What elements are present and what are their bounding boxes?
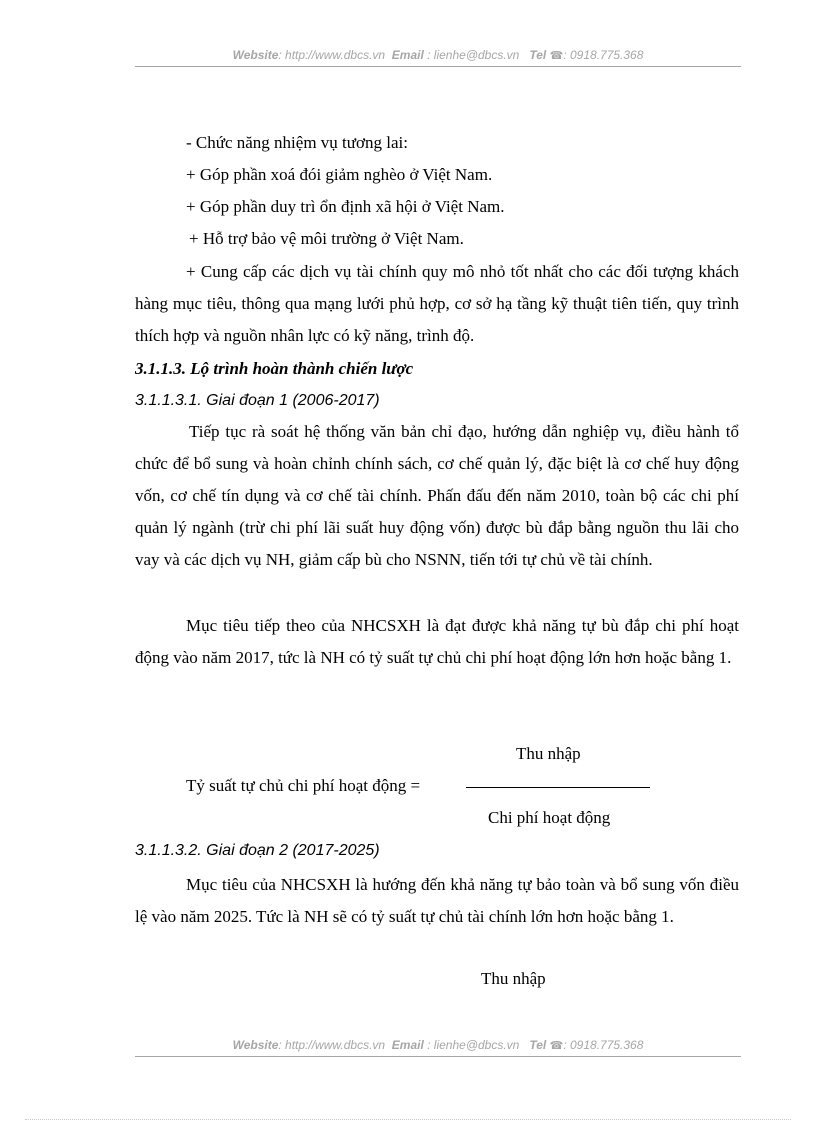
subsection-heading: 3.1.1.3.1. Giai đoạn 1 (2006-2017) bbox=[135, 392, 380, 409]
list-item: + Hỗ trợ bảo vệ môi trường ở Việt Nam. bbox=[189, 229, 464, 248]
website-label: Website bbox=[232, 1038, 279, 1052]
email-value[interactable]: : lienhe@dbcs.vn bbox=[427, 1038, 520, 1052]
website-value[interactable]: : http://www.dbcs.vn bbox=[278, 1038, 386, 1052]
email-value[interactable]: : lienhe@dbcs.vn bbox=[427, 48, 520, 62]
phone-icon: ☎ bbox=[549, 1040, 564, 1052]
email-label: Email bbox=[391, 1038, 424, 1052]
fraction-line bbox=[466, 787, 650, 788]
section-heading: 3.1.1.3. Lộ trình hoàn thành chiến lược bbox=[135, 359, 414, 378]
tel-label: Tel bbox=[529, 48, 547, 62]
subsection-heading: 3.1.1.3.2. Giai đoạn 2 (2017-2025) bbox=[135, 842, 380, 859]
list-item: + Cung cấp các dịch vụ tài chính quy mô nhỏ tốt nhất cho các đối tượng khách hàng mục tiêu, thông qua mạng lưới phủ hợp, cơ sở hạ tầng kỹ thuật tiên tiến, quy trình thích hợp và nguồn nhân lực có kỹ năng, trình độ. bbox=[135, 262, 739, 345]
phone-icon: ☎ bbox=[549, 50, 564, 62]
formula-label: Tỷ suất tự chủ chi phí hoạt động = bbox=[186, 776, 421, 795]
header-rule bbox=[135, 66, 741, 67]
list-item: + Góp phần xoá đói giảm nghèo ở Việt Nam. bbox=[186, 165, 493, 184]
page-header bbox=[135, 48, 741, 62]
formula-denominator: Chi phí hoạt động bbox=[488, 808, 611, 827]
paragraph: Mục tiêu của NHCSXH là hướng đến khả năng tự bảo toàn và bổ sung vốn điều lệ vào năm 2025. Tức là NH sẽ có tỷ suất tự chủ tài chính lớn hơn hoặc bằng 1. bbox=[135, 875, 739, 926]
page-footer bbox=[135, 1038, 741, 1052]
website-label: Website bbox=[232, 48, 279, 62]
tel-label: Tel bbox=[529, 1038, 547, 1052]
list-item: + Góp phần duy trì ổn định xã hội ở Việt Nam. bbox=[186, 197, 505, 216]
website-value[interactable]: : http://www.dbcs.vn bbox=[278, 48, 386, 62]
tel-value: : 0918.775.368 bbox=[563, 1038, 644, 1052]
tel-value: : 0918.775.368 bbox=[563, 48, 644, 62]
paragraph: Mục tiêu tiếp theo của NHCSXH là đạt được khả năng tự bù đắp chi phí hoạt động vào năm 2017, tức là NH có tỷ suất tự chủ chi phí hoạt động lớn hơn hoặc bằng 1. bbox=[135, 616, 739, 667]
future-functions-title: - Chức năng nhiệm vụ tương lai: bbox=[186, 133, 408, 152]
email-label: Email bbox=[391, 48, 424, 62]
footer-rule bbox=[135, 1056, 741, 1057]
page-bottom-border bbox=[25, 1119, 791, 1120]
formula-numerator: Thu nhập bbox=[481, 969, 546, 988]
formula-numerator: Thu nhập bbox=[516, 744, 581, 763]
paragraph: Tiếp tục rà soát hệ thống văn bản chỉ đạo, hướng dẫn nghiệp vụ, điều hành tổ chức để bổ sung và hoàn chỉnh chính sách, cơ chế quản lý, đặc biệt là cơ chế huy động vốn, cơ chế tín dụng và cơ chế tài chính. Phấn đấu đến năm 2010, toàn bộ các chi phí quản lý ngành (trừ chi phí lãi suất huy động vốn) được bù đắp bằng nguồn thu lãi cho vay và các dịch vụ NH, giảm cấp bù cho NSNN, tiến tới tự chủ về tài chính. bbox=[135, 422, 739, 569]
